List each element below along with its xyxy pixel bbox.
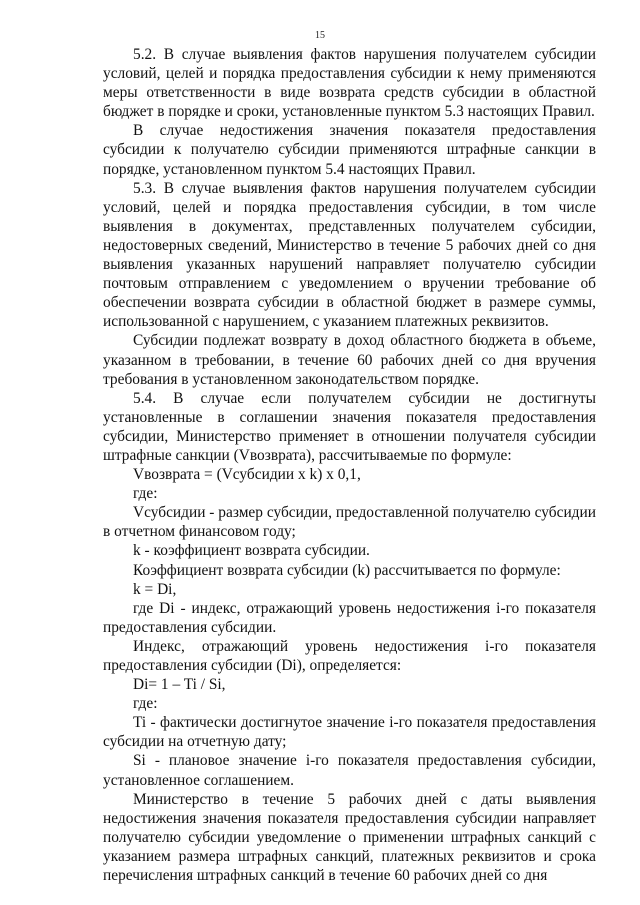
definition-si: Si - плановое значение i-го показателя предоставления субсидии, установленное соглашением. bbox=[103, 752, 596, 789]
formula-where-label: где: bbox=[133, 485, 158, 503]
formula-v-return: Vвозврата = (Vсубсидии x k) x 0,1, bbox=[133, 466, 361, 484]
formula-k: k = Di, bbox=[133, 580, 177, 598]
definition-ti: Ti - фактически достигнутое значение i-го показателя предоставления субсидии на отчетную дату; bbox=[103, 714, 596, 751]
paragraph-refund-term: Субсидии подлежат возврату в доход областного бюджета в объеме, указанном в требовании, в течение 60 рабочих дней со дня вручения требования в установленном законодательством порядке. bbox=[103, 332, 596, 388]
paragraph-di-intro: Индекс, отражающий уровень недостижения i-го показателя предоставления субсидии (Di), определяется: bbox=[103, 637, 596, 674]
definition-di: где Di - индекс, отражающий уровень недостижения i-го показателя предоставления субсидии. bbox=[103, 599, 596, 636]
paragraph-5-2: 5.2. В случае выявления фактов нарушения получателем субсидии условий, целей и порядка предоставления субсидии к нему применяются меры ответственности в виде возврата средств субсидии в областной бюджет в порядке и сроки, установленные пунктом 5.3 настоящих Правил. bbox=[103, 46, 596, 121]
definition-k: k - коэффициент возврата субсидии. bbox=[133, 542, 370, 560]
paragraph-notification: Министерство в течение 5 рабочих дней с даты выявления недостижения значения показателя предоставления субсидии направляет получателю субсидии уведомление о применении штрафных санкций с указанием размера штрафных санкций, платежных реквизитов и срока перечисления штрафных санкций в течение 60 рабочих дней со дня bbox=[103, 790, 596, 885]
paragraph-5-4: 5.4. В случае если получателем субсидии не достигнуты установленные в соглашении значения показателя предоставления субсидии, Министерство применяет в отношении получателя субсидии штрафные санкции (Vвозврата), рассчитываемые по формуле: bbox=[103, 389, 596, 464]
paragraph-5-3: 5.3. В случае выявления фактов нарушения получателем субсидии условий, целей и порядка предоставления субсидии, в том числе выявления в документах, представленных получателем субсидии, недостоверных сведений, Министерство в течение 5 рабочих дней со дня выявления указанных нарушений направляет получателю субсидии почтовым отправлением с уведомлением о вручении требование об обеспечении возврата субсидии в областной бюджет в размере суммы, использованной с нарушением, с указанием платежных реквизитов. bbox=[103, 179, 596, 331]
definition-v-subsidy: Vсубсидии - размер субсидии, предоставленной получателю субсидии в отчетном финансовом году; bbox=[103, 504, 596, 541]
paragraph-k-formula-intro: Коэффициент возврата субсидии (k) рассчитывается по формуле: bbox=[133, 561, 561, 579]
page-number: 15 bbox=[315, 30, 325, 41]
document-body bbox=[103, 45, 596, 885]
formula-di: Di= 1 – Ti / Si, bbox=[133, 676, 226, 694]
formula-where-label-2: где: bbox=[133, 695, 158, 713]
paragraph-indicator-penalty: В случае недостижения значения показателя предоставления субсидии к получателю субсидии применяются штрафные санкции в порядке, установленном пунктом 5.4 настоящих Правил. bbox=[103, 122, 596, 178]
